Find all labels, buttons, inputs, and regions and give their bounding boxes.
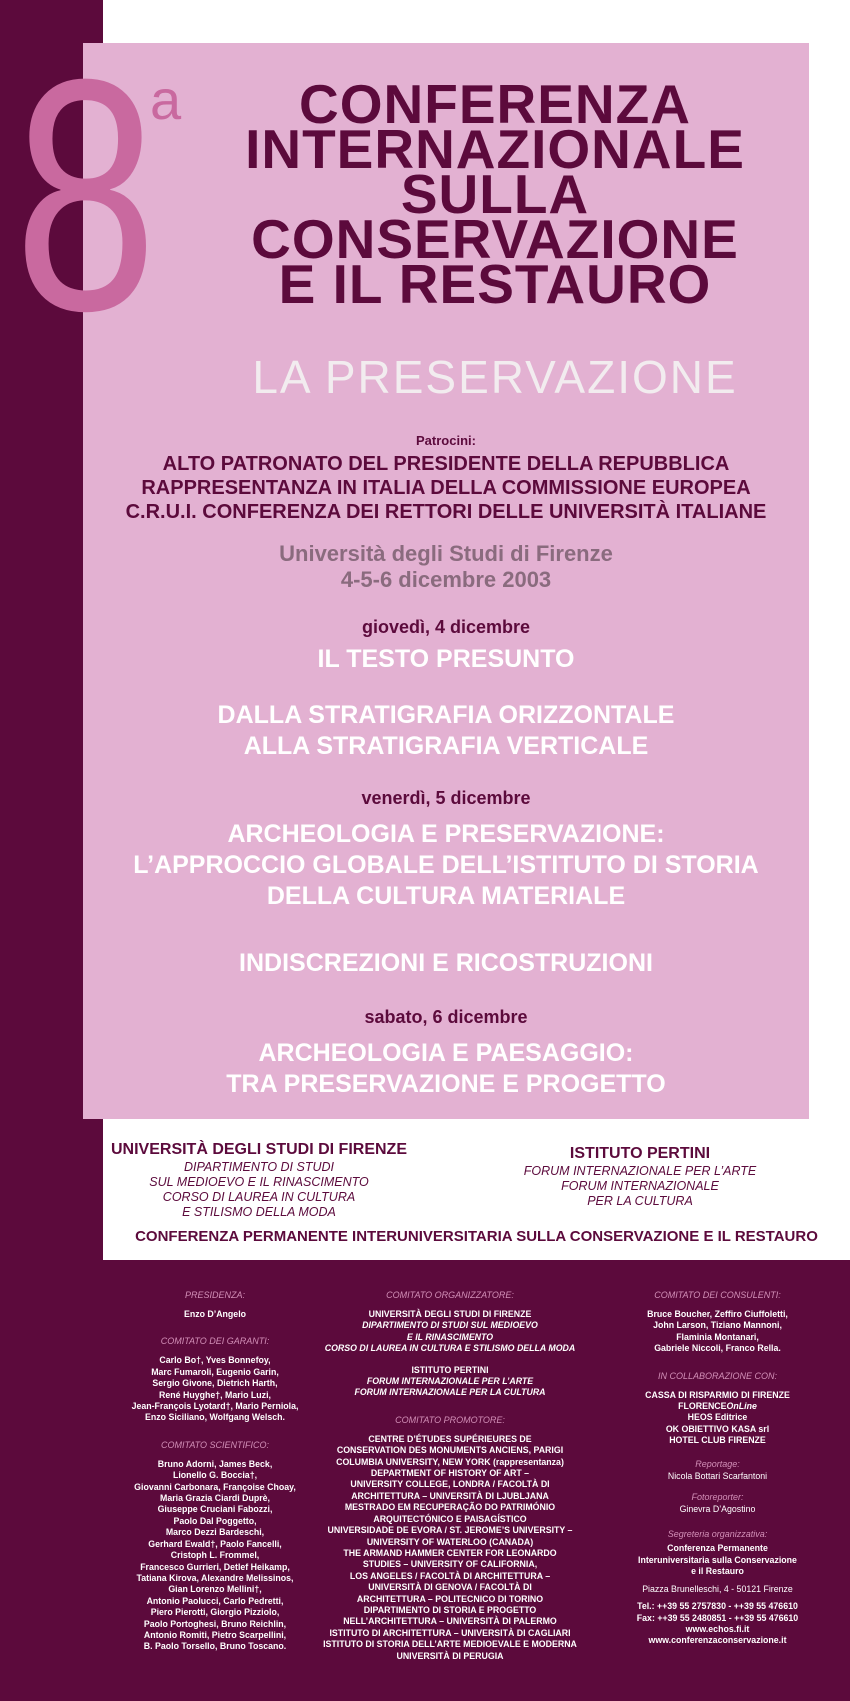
reportage-label: Reportage: (695, 1458, 740, 1469)
day-heading: giovedì, 4 dicembre (361, 617, 531, 637)
member-line: MESTRADO EM RECUPERAÇÃO DO PATRIMÓNIO (344, 1502, 556, 1513)
committee-label: COMITATO ORGANIZZATORE: (386, 1290, 514, 1300)
member-line: ARCHITETTURA – POLITECNICO DI TORINO (356, 1593, 544, 1604)
organizer-university (104, 1140, 414, 1220)
secretariat-line: Interuniversitaria sulla Conservazione (638, 1554, 797, 1565)
member-line: Gian Lorenzo Mellini†, (168, 1584, 262, 1595)
secretariat-line: e il Restauro (691, 1566, 744, 1577)
patronage-label: Patrocini: (416, 433, 476, 448)
member-line: Antonio Romiti, Pietro Scarpellini, (143, 1629, 287, 1640)
committee-members (100, 1459, 330, 1653)
secretariat-website[interactable]: www.echos.fi.it (685, 1623, 750, 1634)
talk-line: DELLA CULTURA MATERIALE (266, 882, 626, 910)
committee-label: IN COLLABORAZIONE CON: (657, 1370, 778, 1381)
member-line: CONSERVATION DES MONUMENTS ANCIENS, PARIGI (336, 1445, 564, 1456)
patronage-line: RAPPRESENTANZA IN ITALIA DELLA COMMISSIONE EUROPEA (141, 477, 751, 499)
member-line: Paolo Dal Poggetto, (173, 1515, 257, 1526)
talk-title (83, 700, 809, 762)
member-line: Tatiana Kirova, Alexandre Melissinos, (136, 1572, 294, 1583)
member-line: Maria Grazia Ciardi Duprè, (160, 1493, 270, 1504)
committee-label: COMITATO PROMOTORE: (395, 1414, 505, 1425)
conference-subtitle: LA PRESERVAZIONE (252, 351, 738, 403)
organizer-line: FORUM INTERNAZIONALE PER L’ARTE (523, 1164, 757, 1178)
organizer-line: PER LA CULTURA (587, 1194, 693, 1208)
member-line: NELL’ARCHITETTURA – UNIVERSITÀ DI PALERMO (343, 1616, 557, 1627)
member-line: UNIVERSIDADE DE EVORA / ST. JEROME’S UNIVERSITY – (327, 1525, 573, 1536)
committees-column-right (605, 1290, 830, 1647)
committee-label: COMITATO DEI GARANTI: (160, 1336, 270, 1347)
member-line: Enzo D’Angelo (183, 1309, 247, 1319)
partner-line: HOTEL CLUB FIRENZE (669, 1435, 766, 1446)
committee-members (320, 1434, 580, 1662)
member-line: Gerhard Ewald†, Paolo Fancelli, (148, 1538, 282, 1549)
member-line: COLUMBIA UNIVERSITY, NEW YORK (rappresentanza) (336, 1456, 564, 1467)
member-line: Cristoph L. Frommel, (170, 1550, 260, 1561)
talk-line: L’APPROCCIO GLOBALE DELL’ISTITUTO DI STORIA (133, 851, 759, 879)
member-line: ARQUITECTÓNICO E PAISAGÍSTICO (373, 1513, 527, 1524)
organizer-name: UNIVERSITÀ DEGLI STUDI DI FIRENZE (110, 1141, 407, 1158)
partner-name-suffix: OnLine (726, 1401, 757, 1412)
fotoreporter-name: Ginevra D’Agostino (679, 1504, 756, 1515)
member-line: LOS ANGELES / FACOLTÀ DI ARCHITETTURA – (349, 1570, 551, 1581)
talk-line: IL TESTO PRESUNTO (317, 645, 575, 673)
organizer-pertini (520, 1144, 760, 1209)
member-line: FORUM INTERNAZIONALE PER L’ARTE (366, 1376, 534, 1387)
fotoreporter-label: Fotoreporter: (691, 1492, 744, 1503)
secretariat-address: Piazza Brunelleschi, 4 - 50121 Firenze (642, 1583, 793, 1594)
talk-title (83, 1038, 809, 1100)
secretariat-line: Conferenza Permanente (667, 1543, 768, 1554)
talk-line: INDISCREZIONI E RICOSTRUZIONI (239, 949, 653, 977)
committee-members (605, 1309, 830, 1355)
venue-info (83, 541, 809, 593)
title-line: CONSERVAZIONE (251, 208, 739, 270)
edition-number: 8 (14, 10, 158, 379)
member-line: CORSO DI LAUREA IN CULTURA E STILISMO DELLA MODA (324, 1343, 576, 1354)
partner-line (605, 1401, 830, 1412)
patronage-line: ALTO PATRONATO DEL PRESIDENTE DELLA REPUBBLICA (162, 453, 730, 475)
member-line: Lionello G. Boccia†, (172, 1470, 258, 1481)
talk-title (83, 819, 809, 912)
member-line: UNIVERSITY OF WATERLOO (CANADA) (366, 1536, 534, 1547)
talk-title (83, 644, 809, 675)
member-line: Paolo Portoghesi, Bruno Reichlin, (143, 1618, 287, 1629)
member-line: Carlo Bo†, Yves Bonnefoy, (159, 1355, 271, 1366)
title-line: E IL RESTAURO (278, 253, 712, 315)
secretariat-fax: Fax: ++39 55 2480851 - ++39 55 476610 (636, 1612, 799, 1623)
member-line: DIPARTIMENTO DI STORIA E PROGETTO (363, 1604, 537, 1615)
committee-label: COMITATO SCIENTIFICO: (161, 1439, 269, 1450)
title-line: CONFERENZA (299, 73, 691, 135)
talk-line: DALLA STRATIGRAFIA ORIZZONTALE (217, 701, 675, 729)
committee-members (100, 1309, 330, 1320)
partner-name: FLORENCE (678, 1401, 727, 1412)
committee-members (100, 1355, 330, 1423)
member-line: UNIVERSITÀ DI GENOVA / FACOLTÀ DI (368, 1582, 532, 1593)
day-heading: sabato, 6 dicembre (364, 1007, 528, 1027)
secretariat-label: Segreteria organizzativa: (667, 1529, 768, 1540)
organizer-name: ISTITUTO PERTINI (569, 1145, 711, 1162)
permanent-conference: CONFERENZA PERMANENTE INTERUNIVERSITARIA SULLA CONSERVAZIONE E IL RESTAURO (135, 1228, 818, 1245)
member-line: Bruce Boucher, Zeffiro Ciuffoletti, (647, 1309, 788, 1319)
partner-line: HEOS Editrice (687, 1412, 748, 1423)
member-line: Enzo Siciliano, Wolfgang Welsch. (145, 1412, 285, 1423)
member-line: ISTITUTO DI STORIA DELL’ARTE MEDIOEVALE E MODERNA (323, 1639, 577, 1650)
member-line: Flaminia Montanari, (676, 1331, 759, 1342)
member-line: Sergio Givone, Dietrich Harth, (152, 1378, 278, 1389)
organizer-line: FORUM INTERNAZIONALE (561, 1179, 719, 1193)
committees-column-center (320, 1290, 580, 1662)
member-line: Gabriele Niccoli, Franco Rella. (654, 1343, 781, 1354)
member-line: UNIVERSITY COLLEGE, LONDRA / FACOLTÀ DI (350, 1479, 550, 1490)
member-line: Antonio Paolucci, Carlo Pedretti, (146, 1595, 284, 1606)
member-line: THE ARMAND HAMMER CENTER FOR LEONARDO (343, 1547, 557, 1558)
title-line: INTERNAZIONALE (245, 118, 745, 180)
member-line: Giovanni Carbonara, Françoise Choay, (134, 1481, 296, 1492)
venue-university: Università degli Studi di Firenze (279, 541, 613, 566)
organizer-line: E STILISMO DELLA MODA (182, 1205, 336, 1219)
member-line: FORUM INTERNAZIONALE PER LA CULTURA (354, 1387, 546, 1398)
member-line: Piero Pierotti, Giorgio Pizziolo, (150, 1607, 280, 1618)
title-line: SULLA (400, 163, 590, 225)
committee-label: PRESIDENZA: (184, 1290, 245, 1300)
secretariat-website[interactable]: www.conferenzaconservazione.it (648, 1635, 787, 1646)
member-line: Giuseppe Cruciani Fabozzi, (157, 1504, 273, 1515)
organizer-line: DIPARTIMENTO DI STUDI (183, 1160, 334, 1174)
member-line: ISTITUTO DI ARCHITETTURA – UNIVERSITÀ DI CAGLIARI (329, 1627, 571, 1638)
conference-title (215, 73, 775, 315)
member-line: Francesco Gurrieri, Detlef Heikamp, (140, 1561, 290, 1572)
member-line: DIPARTIMENTO DI STUDI SUL MEDIOEVO (362, 1320, 538, 1331)
organizer-line: CORSO DI LAUREA IN CULTURA (162, 1190, 356, 1204)
member-line: UNIVERSITÀ DI PERUGIA (396, 1650, 504, 1661)
talk-line: ARCHEOLOGIA E PAESAGGIO: (258, 1039, 634, 1067)
member-line: John Larson, Tiziano Mannoni, (653, 1320, 782, 1331)
partner-list (605, 1390, 830, 1447)
committee-members (320, 1309, 580, 1399)
organizer-line: SUL MEDIOEVO E IL RINASCIMENTO (149, 1175, 369, 1189)
patronage-list (83, 452, 809, 524)
member-line: B. Paolo Torsello, Bruno Toscano. (143, 1641, 287, 1652)
reportage-name: Nicola Bottari Scarfantoni (667, 1470, 768, 1481)
edition-ordinal: a (150, 68, 182, 131)
talk-line: TRA PRESERVAZIONE E PROGETTO (226, 1070, 666, 1098)
member-line: E IL RINASCIMENTO (406, 1331, 494, 1342)
talk-line: ARCHEOLOGIA E PRESERVAZIONE: (227, 820, 665, 848)
member-line: CENTRE D’ÉTUDES SUPÉRIEURES DE (368, 1433, 532, 1444)
member-line: Marco Dezzi Bardeschi, (165, 1527, 265, 1538)
member-line: STUDIES – UNIVERSITY OF CALIFORNIA, (362, 1559, 538, 1570)
member-line: ISTITUTO PERTINI (411, 1364, 489, 1375)
talk-line: ALLA STRATIGRAFIA VERTICALE (243, 732, 649, 760)
member-line: René Huyghe†, Mario Luzi, (159, 1389, 271, 1400)
talk-title (83, 948, 809, 979)
venue-dates: 4-5-6 dicembre 2003 (340, 567, 552, 592)
partner-line: CASSA DI RISPARMIO DI FIRENZE (645, 1389, 790, 1400)
member-line: ARCHITETTURA – UNIVERSITÀ DI LJUBLJANA (351, 1490, 549, 1501)
member-line: DEPARTMENT OF HISTORY OF ART – (370, 1468, 530, 1479)
partner-line: OK OBIETTIVO KASA srl (665, 1423, 770, 1434)
patronage-line: C.R.U.I. CONFERENZA DEI RETTORI DELLE UNIVERSITÀ ITALIANE (125, 501, 767, 523)
member-line: UNIVERSITÀ DEGLI STUDI DI FIRENZE (368, 1309, 532, 1319)
committee-label: COMITATO DEI CONSULENTI: (654, 1290, 781, 1300)
member-line: Jean-François Lyotard†, Mario Perniola, (131, 1401, 299, 1412)
day-heading: venerdì, 5 dicembre (361, 788, 531, 808)
secretariat-phone: Tel.: ++39 55 2757830 - ++39 55 476610 (637, 1601, 798, 1612)
member-line: Marc Fumaroli, Eugenio Garin, (151, 1366, 279, 1377)
committees-column-left (100, 1290, 330, 1653)
secretariat-info (605, 1543, 830, 1646)
member-line: Bruno Adorni, James Beck, (157, 1458, 273, 1469)
